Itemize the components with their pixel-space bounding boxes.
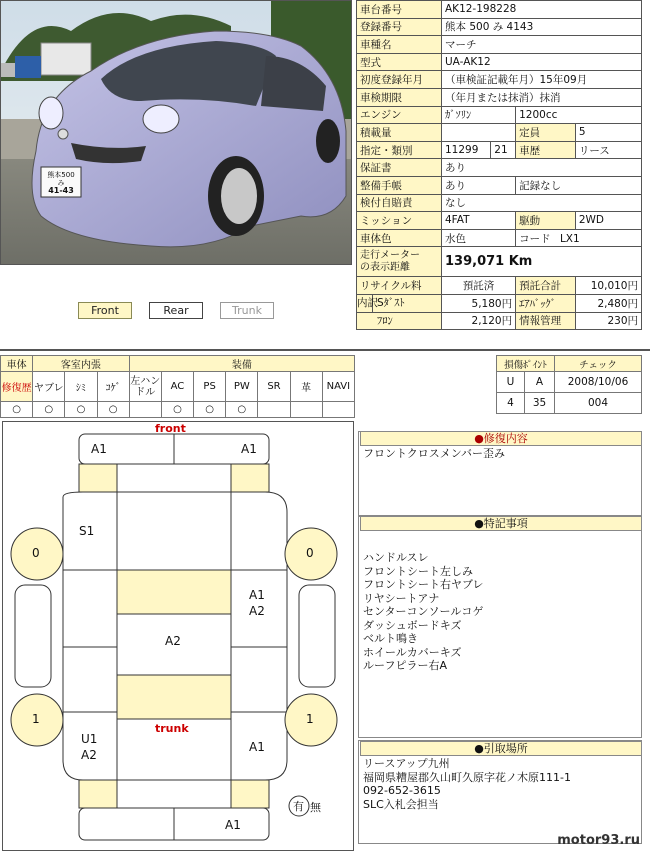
repair-points-table (496, 355, 642, 414)
stamp-main: 有 (293, 800, 304, 813)
engine-cc: 1200cc (516, 106, 642, 124)
damage-front-right: A1 (241, 442, 257, 456)
sdust-label: Sﾀﾞｽﾄ (377, 296, 405, 309)
car-photo (0, 0, 352, 265)
damage-right-front-door: A1 (249, 588, 265, 602)
warranty-value: あり (442, 159, 642, 177)
license-plate (45, 171, 77, 195)
mark-pw: ○ (226, 402, 258, 418)
drive-value: 2WD (575, 212, 641, 230)
col-navi: NAVI (322, 372, 354, 402)
color-value: 水色 (442, 229, 516, 247)
mark-burn: ○ (97, 402, 129, 418)
pickup-list (363, 757, 571, 811)
note-item: ホイールカバーキズ (363, 645, 462, 659)
tire-front-right: 0 (306, 546, 314, 560)
mission-label: ミッション (357, 212, 442, 230)
airbag-value: 2,480円 (575, 294, 641, 312)
note-item: ルーフピラー右A (363, 659, 447, 672)
meter-label-2: の表示距離 (360, 261, 410, 273)
breakdown-label: 内訳 (357, 295, 373, 312)
model-label: 車種名 (357, 36, 442, 54)
first-reg-value: （車検証記載年月）15年09月 (442, 71, 642, 89)
body-header: 車体 (1, 356, 33, 372)
history-label: 車歴 (516, 141, 576, 159)
model-value: マーチ (442, 36, 642, 54)
pickup-header: ●引取場所 (360, 741, 642, 756)
note-item: リヤシートアナ (363, 591, 440, 605)
repair-list (363, 447, 505, 461)
deposit-value: 10,010円 (575, 277, 641, 295)
capacity-value: 5 (575, 124, 641, 142)
note-item: フロントシート左しみ (363, 564, 473, 578)
meter-label-1: 走行メーター (360, 249, 420, 261)
recycle-status: 預託済 (442, 277, 516, 295)
load-value (442, 124, 516, 142)
col-ps: PS (194, 372, 226, 402)
tire-front-left: 0 (32, 546, 40, 560)
repair-item: フロントクロスメンバー歪み (363, 447, 506, 460)
drive-label: 駆動 (516, 212, 576, 230)
note-item: フロントシート右ヤブレ (363, 578, 484, 591)
info-value: 230円 (575, 312, 641, 330)
a-value: 35 (525, 393, 555, 414)
maint-label: 整備手帳 (357, 176, 442, 194)
breakdown-cell (357, 294, 442, 312)
note-item: センターコンソールコゲ (363, 605, 484, 618)
meter-value: 139,071 Km (442, 247, 642, 277)
interior-header: 客室内張 (33, 356, 130, 372)
mark-stain: ○ (65, 402, 97, 418)
tire-rear-right: 1 (306, 712, 314, 726)
mission-value: 4FAT (442, 212, 516, 230)
inspection-value: （年月または抹消）抹消 (442, 88, 642, 106)
sdust-value: 5,180円 (442, 294, 516, 312)
sticker-value: なし (442, 194, 642, 212)
pickup-phone: 092-652-3615 (363, 784, 441, 797)
col-ac: AC (161, 372, 193, 402)
code-label: コード (519, 232, 551, 245)
tire-rear-left: 1 (32, 712, 40, 726)
note-item: ダッシュボードキズ (363, 618, 462, 632)
warranty-label: 保証書 (357, 159, 442, 177)
class-sub: 21 (491, 141, 516, 159)
pickup-contact: SLC入札会担当 (363, 797, 439, 811)
type-value: UA-AK12 (442, 53, 642, 71)
spec-table (356, 0, 642, 330)
capacity-label: 定員 (516, 124, 576, 142)
col-leather: 革 (290, 372, 322, 402)
history-value: リース (575, 141, 641, 159)
divider (0, 349, 650, 351)
view-front-button[interactable]: Front (78, 302, 132, 319)
maint-value: あり (442, 176, 516, 194)
check-value: 004 (555, 393, 642, 414)
check-header: チェック (555, 356, 642, 372)
deposit-label: 預託合計 (516, 277, 576, 295)
recycle-label: リサイクル料 (357, 277, 442, 295)
load-label: 積載量 (357, 124, 442, 142)
record-value: 記録なし (516, 176, 642, 194)
mark-navi (322, 402, 354, 418)
damage-left-rear: U1 (81, 732, 98, 746)
damage-diagram (2, 421, 354, 851)
info-label: 情報管理 (516, 312, 576, 330)
mark-leather (290, 402, 322, 418)
freon-label: ﾌﾛﾝ (357, 312, 442, 330)
color-label: 車体色 (357, 229, 442, 247)
mark-ps: ○ (194, 402, 226, 418)
view-rear-button[interactable]: Rear (149, 302, 203, 319)
engine-label: エンジン (357, 106, 442, 124)
u-value: 4 (497, 393, 525, 414)
note-item: ベルト鳴き (363, 632, 418, 645)
col-lhd: 左ハンドル (129, 372, 161, 402)
reg-label: 登録番号 (357, 18, 442, 36)
stamp-side: 無 (310, 801, 321, 814)
freon-value: 2,120円 (442, 312, 516, 330)
check-date: 2008/10/06 (555, 372, 642, 393)
plate-line2: み (57, 179, 65, 187)
pickup-address: 福岡県糟屋郡久山町久原字花ノ木原111-1 (363, 770, 571, 784)
damage-front-left: A1 (91, 442, 107, 456)
col-burn: ｺｹﾞ (97, 372, 129, 402)
mark-repair: ○ (1, 402, 33, 418)
u-label: U (497, 372, 525, 393)
plate-line1: 熊本500 (47, 171, 75, 179)
equipment-table (0, 355, 355, 418)
class-num: 11299 (442, 141, 491, 159)
damage-right-front-door-2: A2 (249, 604, 265, 618)
equipment-header: 装備 (129, 356, 354, 372)
view-trunk-button[interactable]: Trunk (220, 302, 274, 319)
inspection-label: 車検期限 (357, 88, 442, 106)
mark-sr (258, 402, 290, 418)
meter-label (357, 247, 442, 277)
repair-history-label: 修復歴 (1, 372, 33, 402)
col-stain: ｼﾐ (65, 372, 97, 402)
notes-header: ●特記事項 (360, 516, 642, 531)
repair-points-header: 損傷ﾎﾟｲﾝﾄ (497, 356, 555, 372)
plate-line3: 41-43 (48, 186, 74, 195)
code-value: LX1 (559, 232, 580, 245)
col-tear: ヤブレ (33, 372, 65, 402)
mark-ac: ○ (161, 402, 193, 418)
col-pw: PW (226, 372, 258, 402)
reg-value: 熊本 500 み 4143 (442, 18, 642, 36)
first-reg-label: 初度登録年月 (357, 71, 442, 89)
mark-lhd (129, 402, 161, 418)
type-label: 型式 (357, 53, 442, 71)
watermark: motor93.ru (557, 833, 640, 848)
airbag-label: ｴｱﾊﾞｯｸﾞ (516, 294, 576, 312)
mark-tear: ○ (33, 402, 65, 418)
sticker-label: 検付自賠責 (357, 194, 442, 212)
pickup-name: リースアップ九州 (363, 757, 450, 770)
repair-header: ●修復内容 (360, 431, 642, 446)
engine-fuel: ｶﾞｿﾘﾝ (442, 106, 516, 124)
note-item: ハンドルスレ (363, 551, 429, 564)
damage-left-rear-2: A2 (81, 748, 97, 762)
color-code-cell (516, 229, 642, 247)
a-label: A (525, 372, 555, 393)
damage-rear-bumper: A1 (225, 818, 241, 832)
damage-left-front-panel: S1 (79, 524, 95, 538)
col-sr: SR (258, 372, 290, 402)
trunk-label: trunk (155, 722, 189, 735)
class-label: 指定・類別 (357, 141, 442, 159)
damage-right-rear: A1 (249, 740, 265, 754)
front-label: front (155, 422, 186, 435)
notes-list (363, 551, 484, 673)
lot-value: AK12-198228 (442, 1, 642, 19)
lot-label: 車台番号 (357, 1, 442, 19)
damage-roof: A2 (165, 634, 181, 648)
